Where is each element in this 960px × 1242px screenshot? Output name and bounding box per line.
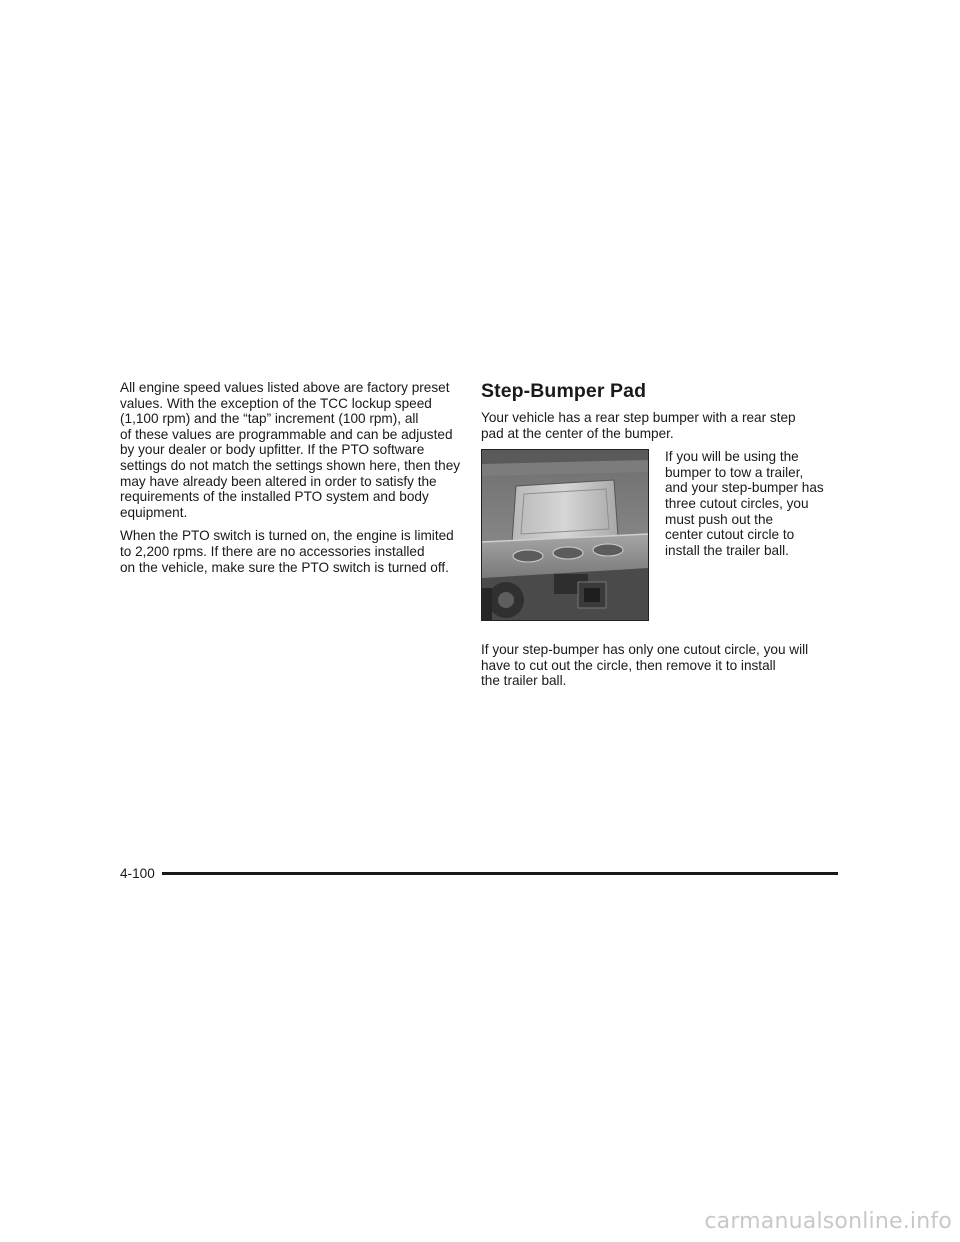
pto-switch-paragraph bbox=[120, 528, 460, 575]
text-line: Your vehicle has a rear step bumper with a rear step bbox=[481, 410, 796, 425]
text-line: to 2,200 rpms. If there are no accessories installed bbox=[120, 543, 425, 559]
text-line: and your step-bumper has bbox=[665, 480, 824, 496]
text-line: If you will be using the bbox=[665, 449, 799, 465]
text-line: have to cut out the circle, then remove it to install bbox=[481, 657, 776, 673]
left-column bbox=[120, 380, 460, 575]
text-line: (1,100 rpm) and the “tap” increment (100 rpm), all bbox=[120, 411, 419, 427]
step-bumper-photo bbox=[481, 449, 649, 621]
figure-row bbox=[481, 449, 841, 621]
text-line: When the PTO switch is turned on, the engine is limited bbox=[120, 528, 454, 544]
text-line: bumper to tow a trailer, bbox=[665, 464, 804, 480]
text-line: by your dealer or body upfitter. If the PTO software bbox=[120, 442, 425, 458]
text-line: three cutout circles, you bbox=[665, 495, 809, 511]
text-line: may have already been altered in order to satisfy the bbox=[120, 473, 437, 489]
text-line: of these values are programmable and can be adjusted bbox=[120, 426, 453, 442]
single-cutout-paragraph bbox=[481, 642, 841, 689]
text-line: settings do not match the settings shown here, then they bbox=[120, 457, 461, 473]
footer-rule bbox=[162, 872, 838, 875]
watermark: carmanualsonline.info bbox=[704, 1209, 952, 1234]
text-line: All engine speed values listed above are factory preset bbox=[120, 380, 450, 395]
step-bumper-intro-paragraph bbox=[481, 410, 841, 441]
text-line: install the trailer ball. bbox=[665, 542, 789, 558]
text-line: requirements of the installed PTO system and body bbox=[120, 489, 429, 505]
right-column bbox=[481, 380, 841, 689]
page-number: 4-100 bbox=[120, 866, 155, 881]
text-line: pad at the center of the bumper. bbox=[481, 425, 674, 441]
section-heading: Step-Bumper Pad bbox=[481, 380, 647, 402]
text-line: center cutout circle to bbox=[665, 527, 795, 543]
page-footer bbox=[120, 860, 838, 882]
text-line: equipment. bbox=[120, 504, 188, 520]
text-line: values. With the exception of the TCC lockup speed bbox=[120, 395, 432, 411]
text-line: If your step-bumper has only one cutout circle, you will bbox=[481, 642, 809, 658]
text-line: on the vehicle, make sure the PTO switch is turned off. bbox=[120, 559, 449, 575]
text-line: must push out the bbox=[665, 511, 774, 527]
figure-caption-paragraph bbox=[665, 449, 845, 558]
text-line: the trailer ball. bbox=[481, 673, 567, 689]
engine-speed-paragraph bbox=[120, 380, 460, 520]
